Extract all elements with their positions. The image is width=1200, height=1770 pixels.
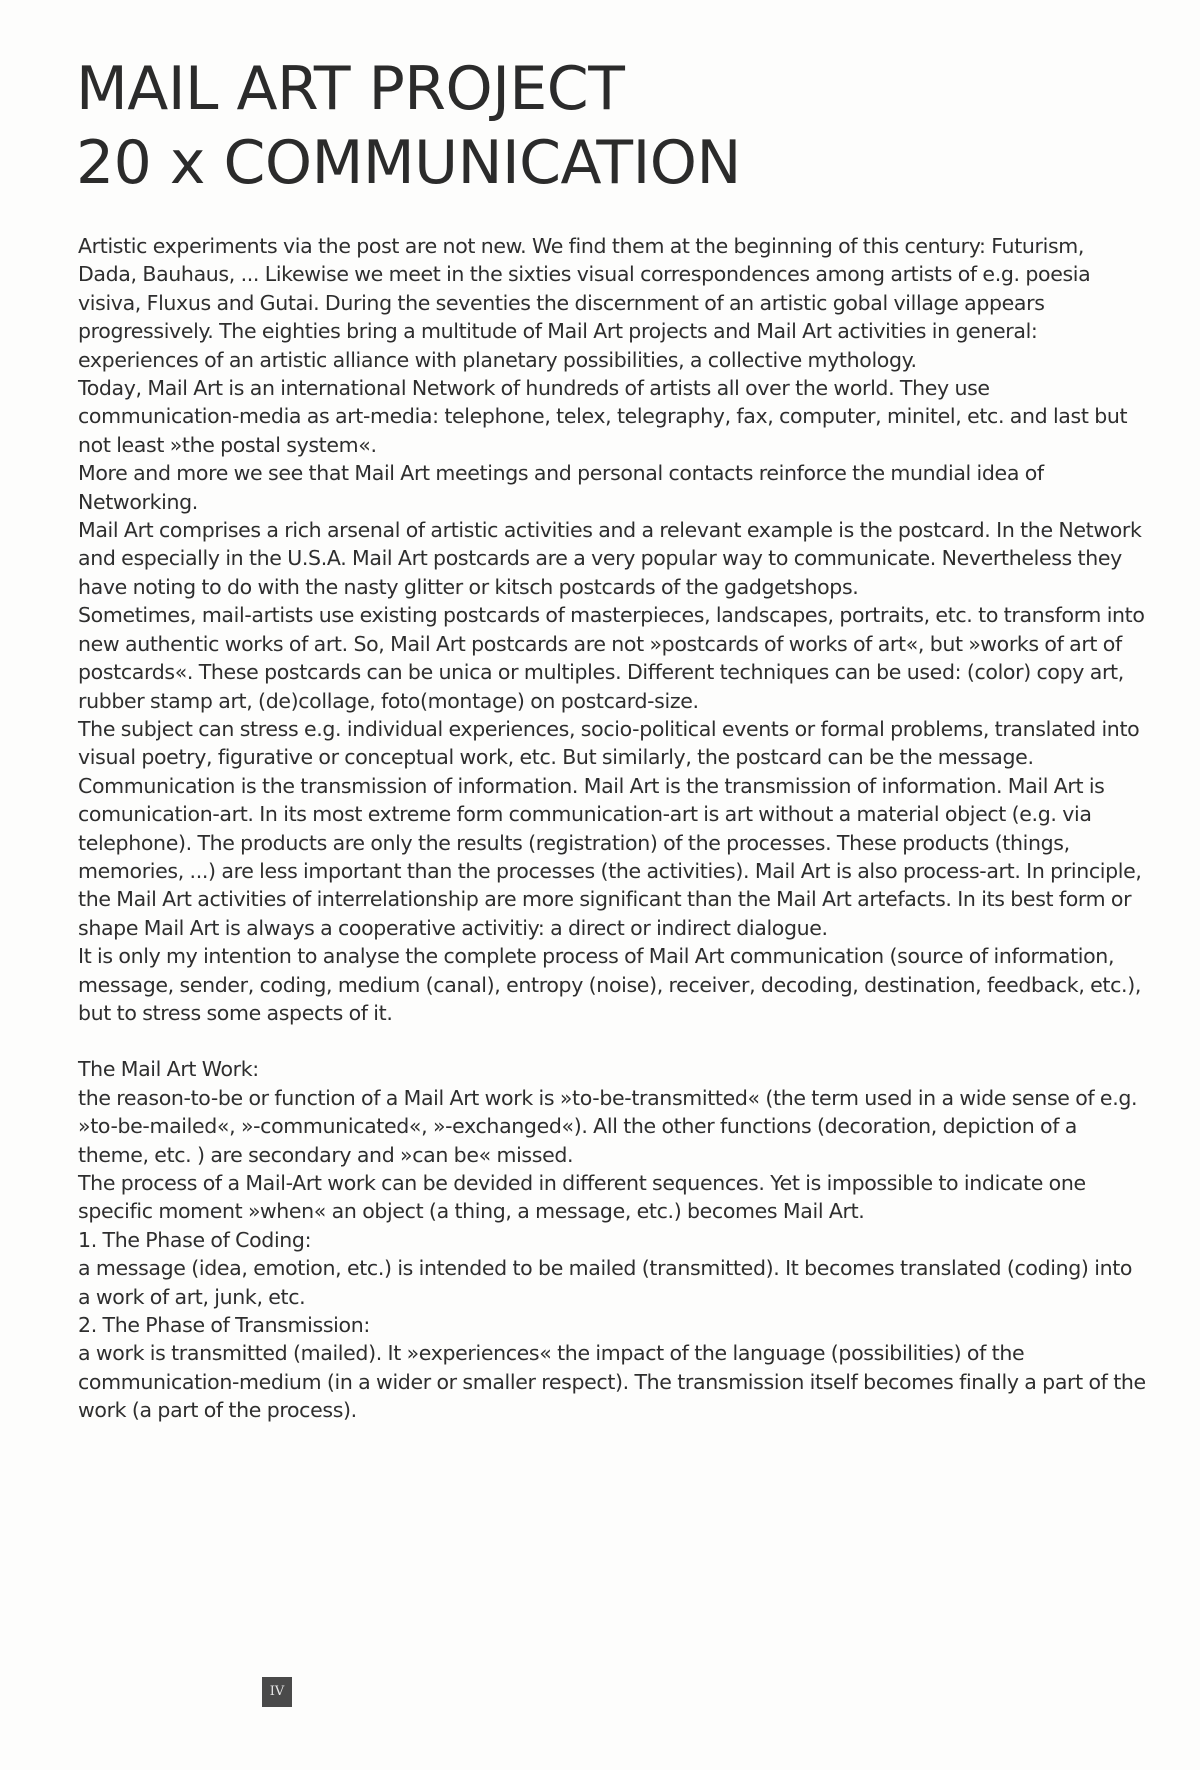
paragraph: Mail Art comprises a rich arsenal of artistic activities and a relevant example is the postcard. In the Network and especially in the U.S.A. Mail Art postcards are a very popular way to communicate. Nevertheless they have noting to do with the nasty glitter or kitsch postcards of the gadgetshops. xyxy=(78,518,1142,599)
section-paragraph: 1. The Phase of Coding: xyxy=(78,1227,312,1252)
paragraph: Artistic experiments via the post are not new. We find them at the beginning of this century: Futurism, Dada, Bauhaus, ... Likewise we meet in the sixties visual correspondences among artists of e.g. poesia visiva, Fluxus and Gutai. During the seventies the discernment of an artistic gobal village appears progressively. The eighties bring a multitude of Mail Art projects and Mail Art activities in general: experiences of an artistic alliance with planetary possibilities, a collective mythology. xyxy=(78,234,1091,372)
section-paragraph: 2. The Phase of Transmission: xyxy=(78,1313,370,1338)
section-paragraph: a message (idea, emotion, etc.) is intended to be mailed (transmitted). It becomes translated (coding) into a work of art, junk, etc. xyxy=(78,1256,1133,1309)
section-paragraph: the reason-to-be or function of a Mail Art work is »to-be-transmitted« (the term used in a wide sense of e.g. »to-be-mailed«, »-communicated«, »-exchanged«). All the other functions (decoration, depiction of a theme, etc. ) are secondary and »can be« missed. xyxy=(78,1085,1138,1167)
paragraph: The subject can stress e.g. individual experiences, socio-political events or formal problems, translated into visual poetry, figurative or conceptual work, etc. But similarly, the postcard can be the message. xyxy=(78,716,1140,770)
paragraph: It is only my intention to analyse the complete process of Mail Art communication (source of information, message, sender, coding, medium (canal), entropy (noise), receiver, decoding, destination, feedback, etc.), but to stress some aspects of it. xyxy=(78,944,1142,1025)
paragraph: More and more we see that Mail Art meetings and personal contacts reinforce the mundial idea of Networking. xyxy=(78,461,1044,514)
section-spacer xyxy=(78,1027,1148,1055)
title-line-2: 20 x COMMUNICATION xyxy=(76,128,741,198)
title-line-1: MAIL ART PROJECT xyxy=(76,54,625,124)
body-text xyxy=(78,232,1148,1425)
paragraph: Today, Mail Art is an international Network of hundreds of artists all over the world. They use communication-media as art-media: telephone, telex, telegraphy, fax, computer, minitel, etc. and last but not least »the postal system«. xyxy=(78,376,1128,457)
page-number: IV xyxy=(262,1677,292,1707)
paragraph: Communication is the transmission of information. Mail Art is the transmission of information. Mail Art is comunication-art. In its most extreme form communication-art is art without a material object (e.g. via telephone). The products are only the results (registration) of the processes. These products (things, memories, ...) are less important than the processes (the activities). Mail Art is also process-art. In principle, the Mail Art activities of interrelationship are more significant than the Mail Art artefacts. In its best form or shape Mail Art is always a cooperative activitiy: a direct or indirect dialogue. xyxy=(78,773,1142,940)
page-title xyxy=(76,52,741,200)
section-paragraph: a work is transmitted (mailed). It »experiences« the impact of the language (possibilities) of the communication-medium (in a wider or smaller respect). The transmission itself becomes finally a part of the work (a part of the process). xyxy=(78,1341,1146,1423)
section-paragraph: The process of a Mail-Art work can be devided in different sequences. Yet is impossible to indicate one specific moment »when« an object (a thing, a message, etc.) becomes Mail Art. xyxy=(78,1171,1086,1224)
paragraph: Sometimes, mail-artists use existing postcards of masterpieces, landscapes, portraits, etc. to transform into new authentic works of art. So, Mail Art postcards are not »postcards of works of art«, but »works of art of postcards«. These postcards can be unica or multiples. Different techniques can be used: (color) copy art, rubber stamp art, (de)collage, foto(montage) on postcard-size. xyxy=(78,603,1145,713)
section-heading: The Mail Art Work: xyxy=(78,1057,259,1082)
